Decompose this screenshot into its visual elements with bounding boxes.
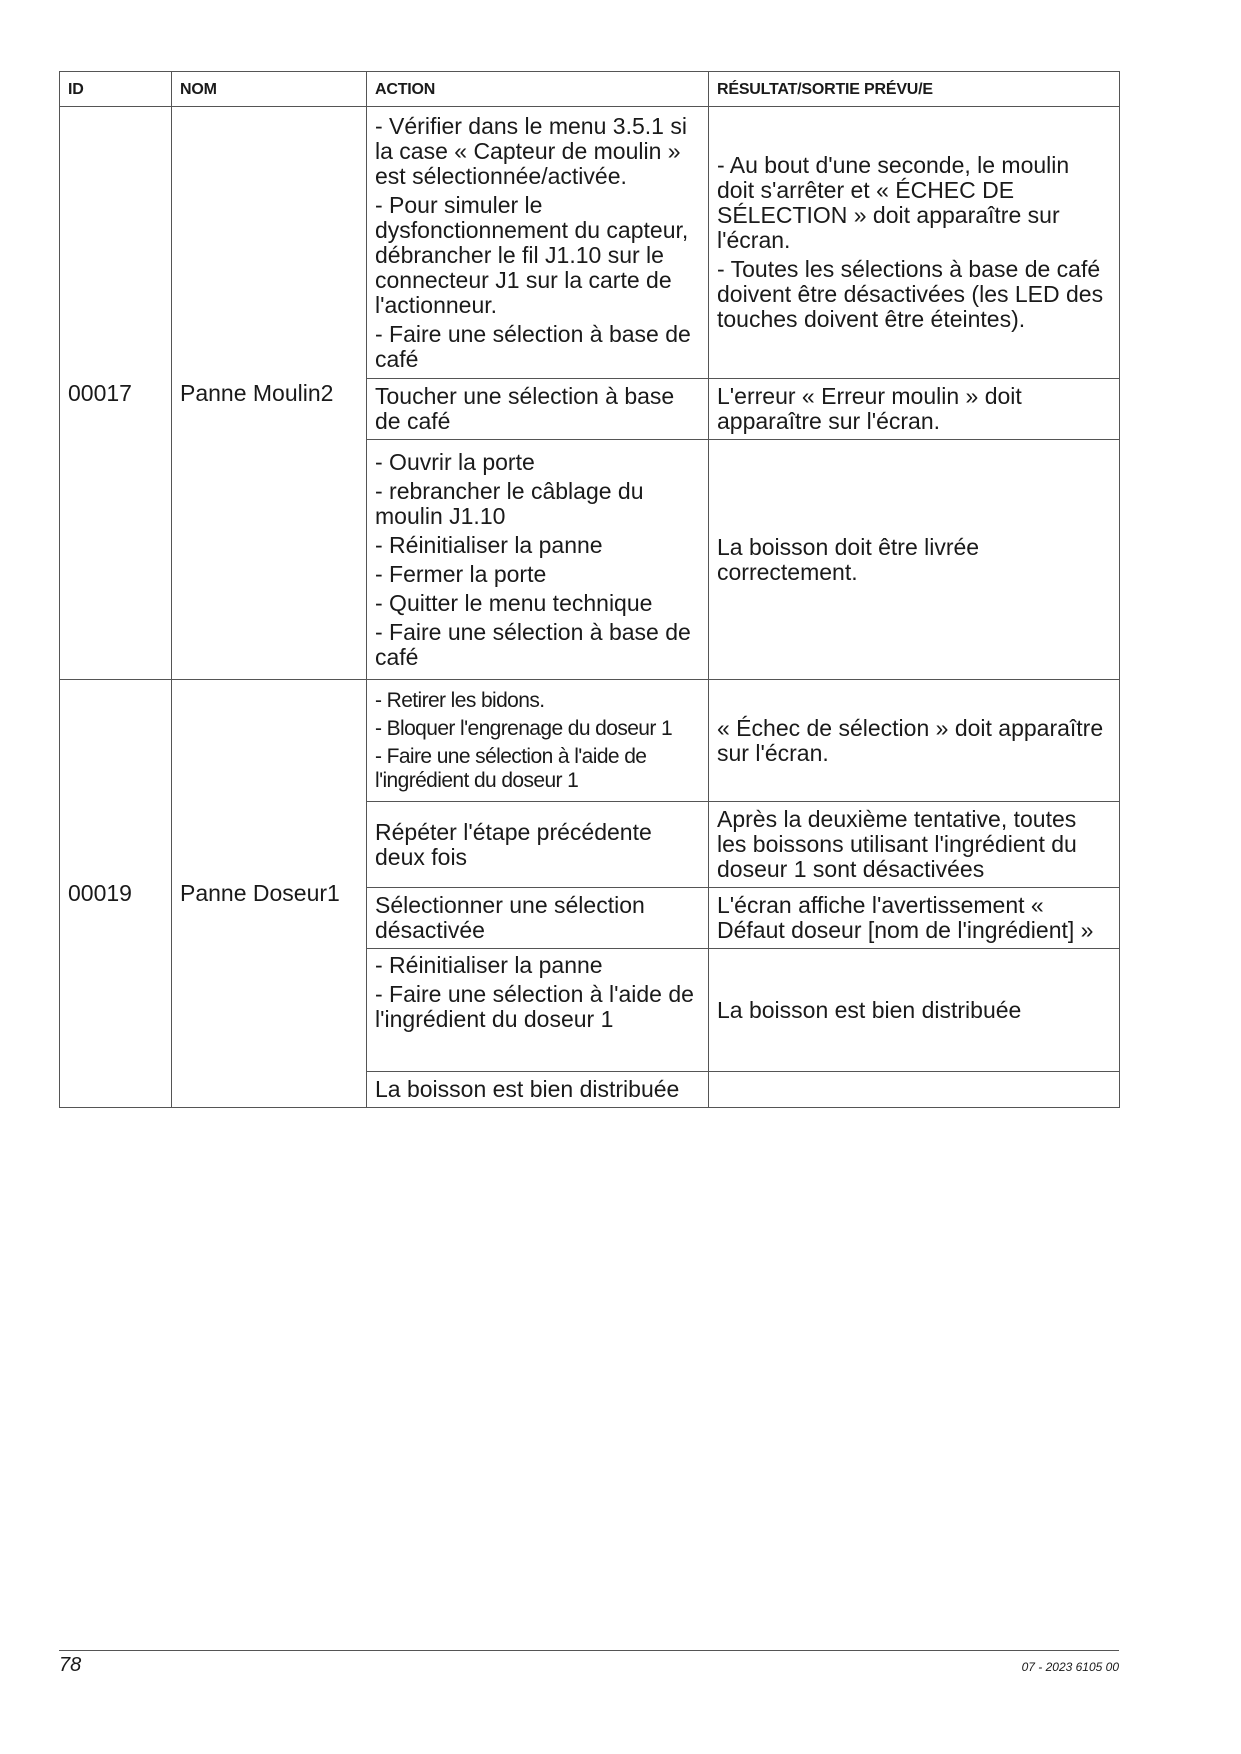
action-line: Toucher une sélection à base de café bbox=[375, 383, 675, 434]
action-line: Répéter l'étape précédente deux fois bbox=[375, 818, 652, 870]
test-id: 00017 bbox=[60, 107, 172, 680]
test-table bbox=[59, 71, 1120, 1108]
header-nom: NOM bbox=[172, 72, 367, 107]
action-line: - Faire une sélection à base de café bbox=[375, 320, 691, 372]
action-line: - Faire une sélection à l'aide de l'ingrédient du doseur 1 bbox=[375, 981, 694, 1032]
test-id: 00019 bbox=[60, 680, 172, 1108]
page-number: 78 bbox=[59, 1654, 82, 1676]
result-line: « Échec de sélection » doit apparaître sur l'écran. bbox=[717, 714, 1104, 766]
action-cell bbox=[367, 107, 709, 379]
action-line: - Pour simuler le dysfonctionnement du capteur, débrancher le fil J1.10 sur le connecteur J1 sur la carte de l'actionneur. bbox=[375, 191, 689, 318]
result-line: - Au bout d'une seconde, le moulin doit s'arrêter et « ÉCHEC DE SÉLECTION » doit apparaître sur l'écran. bbox=[717, 152, 1070, 253]
action-line: - Ouvrir la porte bbox=[375, 448, 535, 475]
result-cell bbox=[709, 379, 1120, 440]
action-line: - Bloquer l'engrenage du doseur 1 bbox=[375, 716, 673, 740]
action-line: - Quitter le menu technique bbox=[375, 589, 653, 616]
header-action: ACTION bbox=[367, 72, 709, 107]
action-cell bbox=[367, 680, 709, 802]
result-line: L'erreur « Erreur moulin » doit apparaître sur l'écran. bbox=[717, 383, 1022, 434]
action-line: - Faire une sélection à l'aide de l'ingrédient du doseur 1 bbox=[375, 744, 647, 792]
action-line: - Réinitialiser la panne bbox=[375, 952, 603, 978]
action-cell bbox=[367, 888, 709, 949]
header-id: ID bbox=[60, 72, 172, 107]
action-line: - Fermer la porte bbox=[375, 560, 547, 587]
result-cell bbox=[709, 107, 1120, 379]
action-line: - Retirer les bidons. bbox=[375, 688, 545, 712]
table-row bbox=[60, 680, 1120, 802]
result-line: - Toutes les sélections à base de café doivent être désactivées (les LED des touches doivent être éteintes). bbox=[717, 256, 1104, 332]
test-name: Panne Moulin2 bbox=[172, 107, 367, 680]
footer-divider bbox=[59, 1650, 1119, 1651]
test-name: Panne Doseur1 bbox=[172, 680, 367, 1108]
table-header-row bbox=[60, 72, 1120, 107]
header-result: RÉSULTAT/SORTIE PRÉVU/E bbox=[709, 72, 1120, 107]
action-line: Sélectionner une sélection désactivée bbox=[375, 892, 645, 943]
action-cell bbox=[367, 949, 709, 1072]
table-row bbox=[60, 107, 1120, 379]
action-cell bbox=[367, 1072, 709, 1108]
action-cell bbox=[367, 379, 709, 440]
result-cell bbox=[709, 949, 1120, 1072]
action-line: - Faire une sélection à base de café bbox=[375, 618, 691, 670]
action-line: La boisson est bien distribuée bbox=[375, 1076, 680, 1102]
action-line: - Vérifier dans le menu 3.5.1 si la case « Capteur de moulin » est sélectionnée/activée. bbox=[375, 112, 687, 189]
action-cell bbox=[367, 802, 709, 888]
result-cell bbox=[709, 802, 1120, 888]
document-reference: 07 - 2023 6105 00 bbox=[1021, 1660, 1119, 1674]
result-cell bbox=[709, 1072, 1120, 1108]
result-line: Après la deuxième tentative, toutes les boissons utilisant l'ingrédient du doseur 1 sont désactivées bbox=[717, 806, 1077, 882]
result-line: La boisson doit être livrée correctement. bbox=[717, 533, 980, 585]
result-cell bbox=[709, 440, 1120, 680]
action-line: - rebrancher le câblage du moulin J1.10 bbox=[375, 477, 644, 529]
action-cell bbox=[367, 440, 709, 680]
action-line: - Réinitialiser la panne bbox=[375, 531, 603, 558]
result-cell bbox=[709, 888, 1120, 949]
result-cell bbox=[709, 680, 1120, 802]
result-line: La boisson est bien distribuée bbox=[717, 996, 1022, 1023]
result-line: L'écran affiche l'avertissement « Défaut doseur [nom de l'ingrédient] » bbox=[717, 892, 1094, 943]
